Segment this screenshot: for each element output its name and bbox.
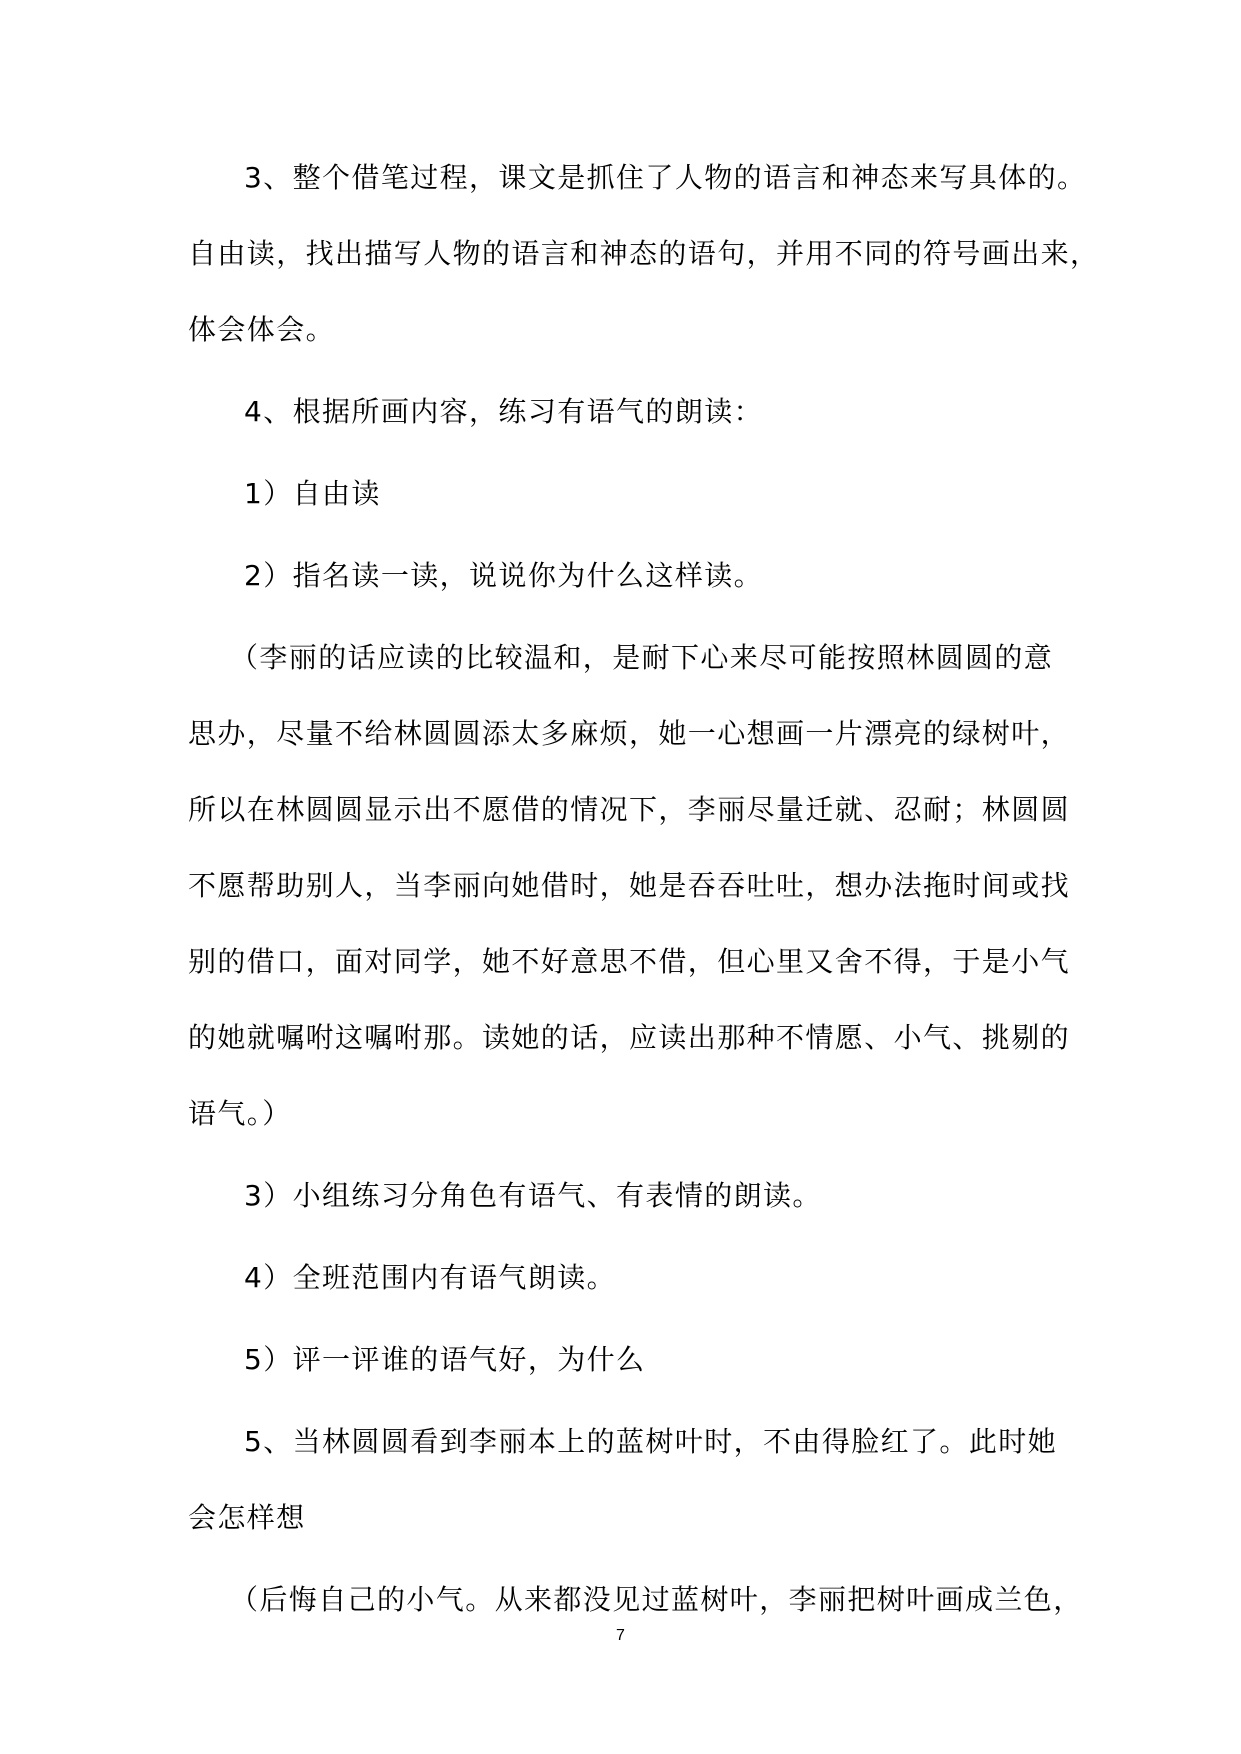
- text-line: 别的借口，面对同学，她不好意思不借，但心里又舍不得，于是小气: [188, 945, 1071, 978]
- text-line: 3、整个借笔过程，课文是抓住了人物的语言和神态来写具体的。: [244, 161, 1087, 194]
- text-line: 的她就嘱咐这嘱咐那。读她的话，应读出那种不情愿、小气、挑剔的: [188, 1021, 1071, 1054]
- paragraph-4-3: [188, 1158, 1054, 1234]
- text-line: （李丽的话应读的比较温和，是耐下心来尽可能按照林圆圆的意: [230, 641, 1054, 674]
- paragraph-3: [188, 140, 1100, 368]
- text-line: 会怎样想: [188, 1501, 306, 1534]
- text-line: 思办，尽量不给林圆圆添太多麻烦，她一心想画一片漂亮的绿树叶，: [188, 717, 1071, 750]
- paragraph-4-2: [188, 538, 1054, 614]
- text-line: 5、当林圆圆看到李丽本上的蓝树叶时，不由得脸红了。此时她: [244, 1425, 1058, 1458]
- text-line: 体会体会。: [188, 313, 336, 346]
- text-line: 自由读，找出描写人物的语言和神态的语句，并用不同的符号画出来，: [188, 237, 1100, 270]
- body-text: [188, 140, 1100, 1644]
- text-line: 4）全班范围内有语气朗读。: [244, 1261, 617, 1294]
- text-line: 所以在林圆圆显示出不愿借的情况下，李丽尽量迁就、忍耐；林圆圆: [188, 793, 1071, 826]
- text-line: 5）评一评谁的语气好，为什么: [244, 1343, 646, 1376]
- paragraph-4-1: [188, 456, 1054, 532]
- paragraph-4-4: [188, 1240, 1054, 1316]
- paragraph-4: [188, 374, 1054, 450]
- page-number: 7: [616, 1627, 625, 1644]
- paragraph-explanation: [188, 620, 1071, 1152]
- text-line: 4、根据所画内容，练习有语气的朗读：: [244, 395, 764, 428]
- text-line: 3）小组练习分角色有语气、有表情的朗读。: [244, 1179, 822, 1212]
- paragraph-4-5: [188, 1322, 1054, 1398]
- text-line: 语气。）: [188, 1097, 292, 1130]
- text-line: （后悔自己的小气。从来都没见过蓝树叶，李丽把树叶画成兰色，: [230, 1583, 1083, 1616]
- text-line: 2）指名读一读，说说你为什么这样读。: [244, 559, 764, 592]
- text-line: 不愿帮助别人，当李丽向她借时，她是吞吞吐吐，想办法拖时间或找: [188, 869, 1071, 902]
- text-line: 1）自由读: [244, 477, 381, 510]
- paragraph-5: [188, 1404, 1058, 1556]
